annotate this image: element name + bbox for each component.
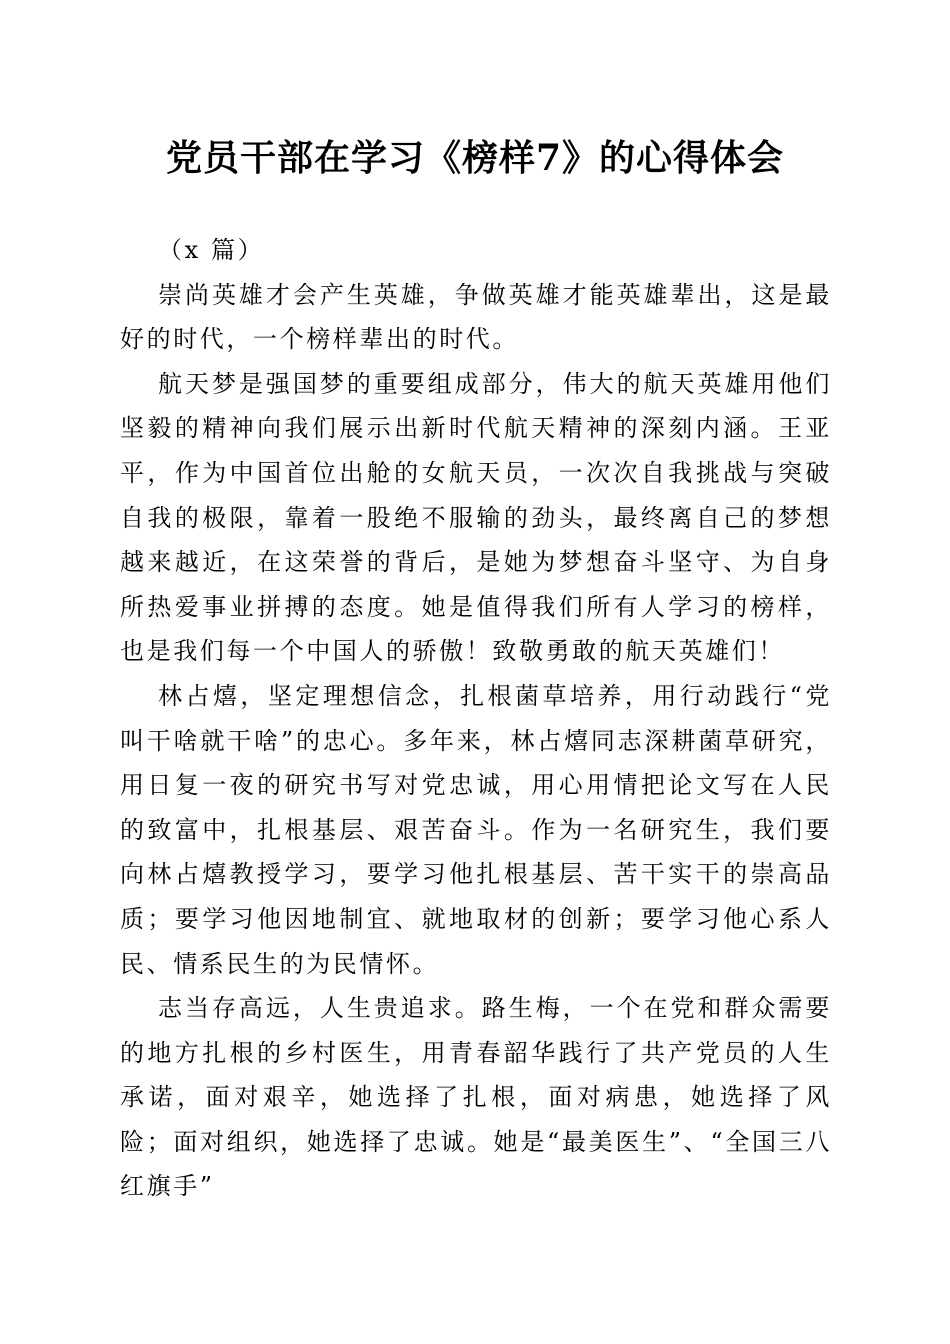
document-title: 党员干部在学习《榜样7》的心得体会: [165, 137, 785, 179]
document-body: [120, 228, 832, 1209]
paragraph-juncao-researcher: 林占熺，坚定理想信念，扎根菌草培养，用行动践行“党叫干啥就干啥”的忠心。多年来，林占熺同志深耕菌草研究，用日复一夜的研究书写对党忠诚，用心用情把论文写在人民的致富中，扎根基层、艰苦奋斗。作为一名研究生，我们要向林占熺教授学习，要学习他扎根基层、苦干实干的崇高品质；要学习他因地制宜、就地取材的创新；要学习他心系人民、情系民生的为民情怀。: [120, 681, 832, 978]
article-label: （x 篇）: [158, 236, 265, 264]
paragraph-rural-doctor: 志当存高远，人生贵追求。路生梅，一个在党和群众需要的地方扎根的乡村医生，用青春韶华践行了共产党员的人生承诺，面对艰辛，她选择了扎根，面对病患，她选择了风险；面对组织，她选择了忠诚。她是“最美医生”、“全国三八红旗手”: [120, 994, 832, 1201]
paragraph-intro: 崇尚英雄才会产生英雄，争做英雄才能英雄辈出，这是最好的时代，一个榜样辈出的时代。: [120, 280, 832, 354]
paragraph-space-hero: 航天梦是强国梦的重要组成部分，伟大的航天英雄用他们坚毅的精神向我们展示出新时代航天精神的深刻内涵。王亚平，作为中国首位出舱的女航天员，一次次自我挑战与突破自我的极限，靠着一股绝不服输的劲头，最终离自己的梦想越来越近，在这荣誉的背后，是她为梦想奋斗坚守、为自身所热爱事业拼搏的态度。她是值得我们所有人学习的榜样，也是我们每一个中国人的骄傲！致敬勇敢的航天英雄们！: [120, 369, 832, 666]
